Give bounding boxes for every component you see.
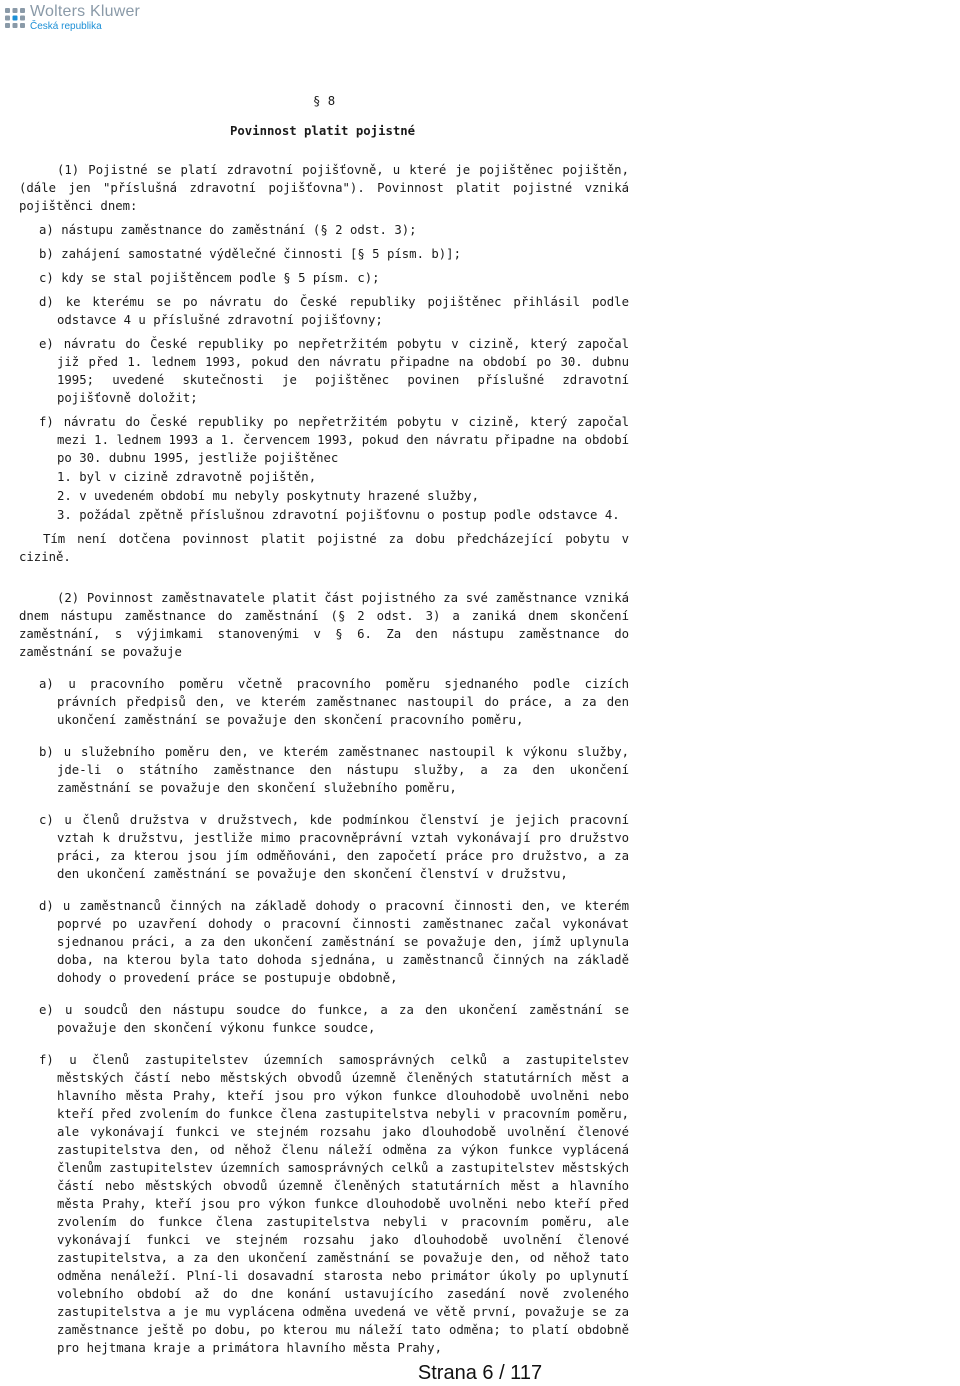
wolters-kluwer-logo-icon [4,7,26,29]
sub-list-item: 2. v uvedeném období mu nebyly poskytnuty hrazené služby, [57,489,479,503]
list-item: f) návratu do České republiky po nepřetržitém pobytu v cizině, který započal mezi 1. lednem 1993 a 1. červencem 1993, pokud den návratu připadne na období po 30. dubnu 1995, jestliže pojištěnec [39,415,629,465]
list-item: b) zahájení samostatné výdělečné činnosti [§ 5 písm. b)]; [39,247,461,261]
paragraph-1-closing: Tím není dotčena povinnost platit pojistné za dobu předcházející pobytu v cizině. [19,532,629,564]
paragraph-2-intro: (2) Povinnost zaměstnavatele platit část pojistného za své zaměstnance vzniká dnem nástupu zaměstnance do zaměstnání (§ 2 odst. 3) a zaniká dnem skončení zaměstnání, s výjimkami stanovenými v § 6. Za den nástupu zaměstnance do zaměstnání se považuje [19,591,629,659]
logo-name: Wolters Kluwer [30,3,141,20]
list-item: a) u pracovního poměru včetně pracovního poměru sjednaného podle cizích právních předpisů den, ve kterém zaměstnanec nastoupil do práce, a za den ukončení zaměstnání se považuje den skončení pracovního poměru, [39,677,629,727]
section-title: Povinnost platit pojistné [230,124,416,138]
paragraph-1-intro: (1) Pojistné se platí zdravotní pojišťovně, u které je pojištěnec pojištěn, (dále jen "příslušná zdravotní pojišťovna"). Povinnost platit pojistné vzniká pojištěnci dnem: [19,163,629,213]
list-item: d) u zaměstnanců činných na základě dohody o pracovní činnosti den, ve kterém poprvé po uzavření dohody o pracovní činnosti zaměstnanec začal vykonávat sjednanou práci, a za den ukončení zaměstnání se považuje den, jímž uplynula doba, na kterou byla tato dohoda sjednána, u zaměstnanců činných na základě dohody o provedení práce se postupuje obdobně, [39,899,629,985]
page-number: Strana 6 / 117 [417,1362,543,1384]
publisher-logo [4,4,140,32]
list-item: c) kdy se stal pojištěncem podle § 5 písm. c); [39,271,380,285]
list-item: f) u členů zastupitelstev územních samosprávných celků a zastupitelstev městských částí nebo městských obvodů územně členěných statutárních měst a hlavního města Prahy, kteří jsou pro výkon funkce dlouhodobě uvolněni nebo kteří před zvolením do funkce člena zastupitelstva nebyli v pracovním poměru, ale vykonávají funkci ve stejném rozsahu jako dlouhodobě uvolnění členové zastupitelstva den, od něhož členu náleží odměna za výkon funkce vyplácená členům zastupitelstev územních samosprávných celků a zastupitelstev městských částí nebo městských obvodů územně členěných statutárních měst a hlavního města Prahy, kteří jsou pro výkon funkce dlouhodobě uvolněni nebo kteří před zvolením do funkce člena zastupitelstva nebyli v pracovním poměru, ale vykonávají funkci ve stejném rozsahu jako dlouhodobě uvolnění členové zastupitelstva, a za den ukončení zaměstnání se považuje den, od něhož tato odměna nenáleží. Plní-li dosavadní starosta nebo primátor úkoly po uplynutí volebního období až do dne konání ustavujícího zasedání nově zvoleného zastupitelstva a je mu vyplácena odměna uvedená ve větě první, považuje se za zaměstnance ještě po dobu, po kterou mu náleží tato odměna; to platí obdobně pro hejtmana kraje a primátora hlavního města Prahy, [39,1053,629,1355]
sub-list-item: 1. byl v cizině zdravotně pojištěn, [57,470,317,484]
list-item: e) u soudců den nástupu soudce do funkce, a za den ukončení zaměstnání se považuje den skončení výkonu funkce soudce, [39,1003,629,1035]
list-item: a) nástupu zaměstnance do zaměstnání (§ 2 odst. 3); [39,223,417,237]
list-item: e) návratu do České republiky po nepřetržitém pobytu v cizině, který započal již před 1. lednem 1993, pokud den návratu připadne na období po 30. dubnu 1995; uvedené skutečnosti je pojištěnec povinen příslušné zdravotní pojišťovně doložit; [39,337,629,405]
list-item: b) u služebního poměru den, ve kterém zaměstnanec nastoupil k výkonu služby, jde-li o státního zaměstnance den nástupu služby, a za den ukončení zaměstnání se považuje den skončení služebního poměru, [39,745,629,795]
list-item: c) u členů družstva v družstvech, kde podmínkou členství je jejich pracovní vztah k družstvu, jestliže mimo pracovněprávní vztah vykonávají pro družstvo práci, za kterou jsou jím odměňováni, den započetí práce pro družstvo, a za den ukončení zaměstnání se považuje den skončení členství v družstvu, [39,813,629,881]
logo-subtitle: Česká republika [30,21,102,32]
list-item: d) ke kterému se po návratu do České republiky pojištěnec přihlásil podle odstavce 4 u příslušné zdravotní pojišťovny; [39,295,629,327]
section-number: § 8 [313,94,336,108]
sub-list-item: 3. požádal zpětně příslušnou zdravotní pojišťovnu o postup podle odstavce 4. [57,508,620,522]
document-body [19,161,629,1357]
